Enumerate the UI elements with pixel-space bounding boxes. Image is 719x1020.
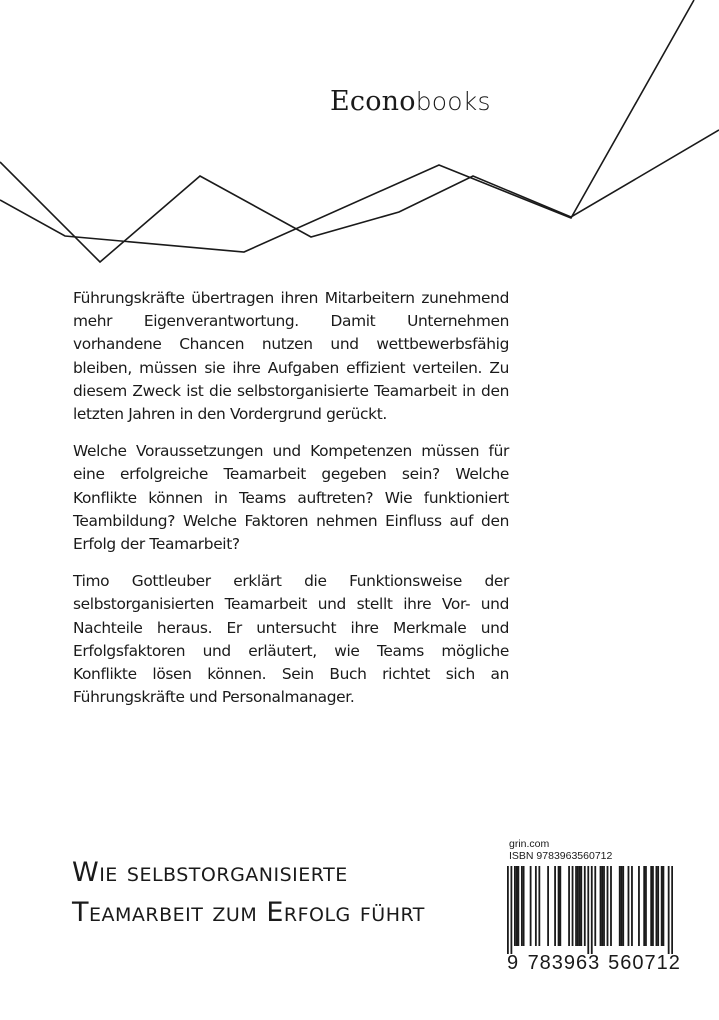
isbn-label: ISBN 9783963560712: [509, 850, 613, 862]
barcode-bar: [547, 866, 549, 946]
barcode-bar: [628, 866, 630, 946]
barcode-bar: [530, 866, 532, 946]
barcode-bar: [652, 866, 654, 946]
barcode-bar: [650, 866, 652, 946]
barcode-bar: [558, 866, 560, 946]
book-title-tagline: [72, 853, 425, 933]
publisher-logo: [330, 86, 491, 117]
barcode-bar: [579, 866, 581, 946]
barcode-bar: [572, 866, 574, 946]
barcode-bar: [631, 866, 633, 946]
blurb-text: [73, 287, 509, 723]
barcode-bar: [580, 866, 582, 946]
barcode-bar: [517, 866, 519, 946]
barcode-bar: [643, 866, 645, 946]
barcode-bar: [638, 866, 640, 946]
barcode-bar: [538, 866, 540, 946]
barcode-bar: [601, 866, 603, 946]
barcode-bar: [622, 866, 624, 946]
barcode-block: [507, 838, 679, 972]
line-graphic-2: [0, 0, 694, 252]
barcode-bar: [521, 866, 523, 946]
barcode-bar: [575, 866, 577, 946]
blurb-paragraph: Timo Gottleuber erklärt die Funktionsweise der selbstorganisierten Teamarbeit und stellt ihre Vor- und Nachteile heraus. Er untersucht ihre Merkmale und Erfolgsfaktoren und erläutert, wie Teams mögliche Konflikte lösen können. Sein Buch richtet sich an Führungskräfte und Personalmanager.: [73, 572, 509, 707]
barcode-bar: [603, 866, 605, 946]
barcode-bar: [591, 866, 593, 954]
barcode-digit-group-1: 783963: [527, 952, 601, 974]
logo-econo: Econo: [330, 86, 416, 117]
barcode-bar: [554, 866, 556, 946]
barcode-bar: [661, 866, 663, 946]
barcode-bars: [507, 866, 673, 954]
barcode-bar: [559, 866, 561, 946]
barcode-bar: [600, 866, 602, 946]
barcode-bar: [607, 866, 609, 946]
blurb-paragraph: Welche Voraussetzungen und Kompetenzen müssen für eine erfolgreiche Teamarbeit gegeben sein? Welche Konflikte können in Teams auftreten? Wie funktioniert Teambildung? Welche Faktoren nehmen Einfluss auf den Erfolg der Teamarbeit?: [73, 442, 509, 554]
barcode-bar: [587, 866, 589, 954]
barcode-digit-first: 9: [507, 952, 520, 974]
barcode-bar: [668, 866, 670, 954]
barcode-bar: [516, 866, 518, 946]
barcode-digit-group-2: 560712: [608, 952, 681, 974]
tagline-line-2: Teamarbeit zum Erfolg führt: [72, 897, 425, 928]
logo-books: books: [415, 87, 491, 116]
barcode-bar: [568, 866, 570, 946]
barcode-bar: [535, 866, 537, 946]
barcode-bar: [514, 866, 516, 946]
tagline-line-1: Wie selbstorganisierte: [72, 857, 348, 888]
barcode-bar: [671, 866, 673, 954]
barcode-bar: [523, 866, 525, 946]
decorative-line-graphic: [0, 0, 719, 270]
blurb-paragraph: Führungskräfte übertragen ihren Mitarbeitern zunehmend mehr Eigenverantwortung. Damit Unternehmen vorhandene Chancen nutzen und wettbewerbsfähig bleiben, müssen sie ihre Aufgaben effizient verteilen. Zu diesem Zweck ist die selbstorganisierte Teamarbeit in den letzten Jahren in den Vordergrund gerückt.: [73, 289, 509, 424]
barcode-bar: [619, 866, 621, 946]
barcode-bar: [507, 866, 509, 954]
barcode-bar: [594, 866, 596, 946]
barcode-bar: [621, 866, 623, 946]
barcode-bar: [645, 866, 647, 946]
publisher-url: grin.com: [509, 838, 550, 850]
barcode-bar: [657, 866, 659, 946]
barcode-bar: [577, 866, 579, 946]
barcode-digits: [507, 952, 679, 975]
line-graphic-1: [0, 130, 719, 262]
barcode-bar: [584, 866, 586, 946]
barcode-bar: [510, 866, 512, 954]
barcode-bar: [663, 866, 665, 946]
barcode-bar: [656, 866, 658, 946]
barcode-bar: [610, 866, 612, 946]
